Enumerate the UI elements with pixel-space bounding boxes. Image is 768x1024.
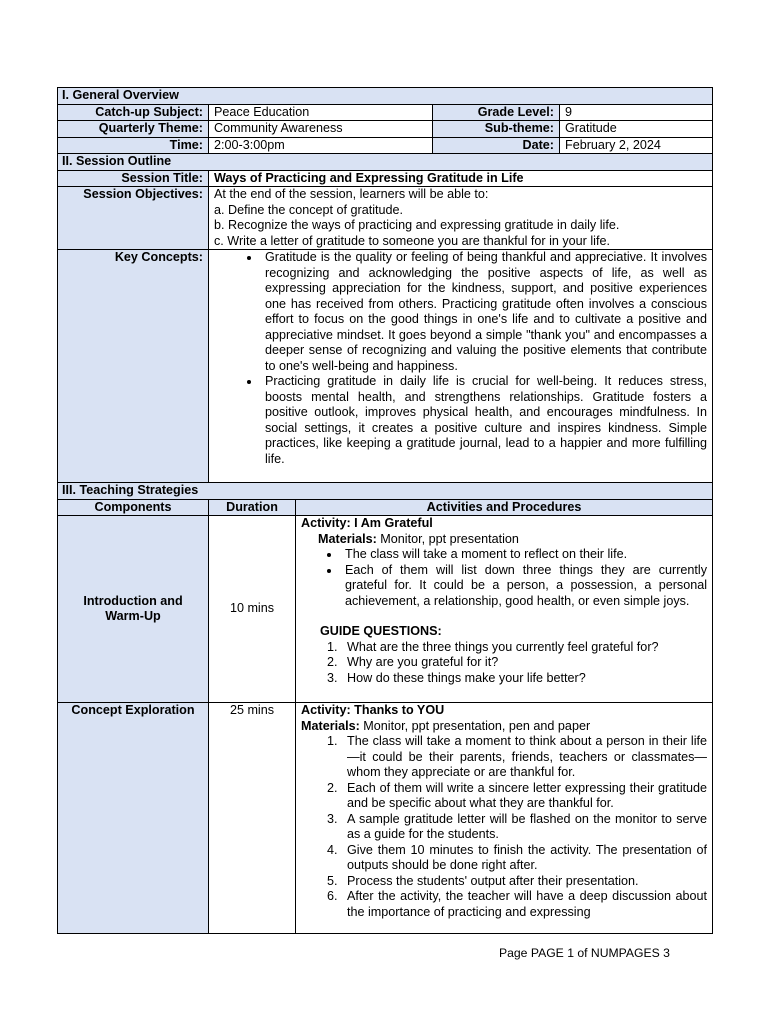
session-objectives-label: Session Objectives: [58,187,209,250]
time-value: 2:00-3:00pm [209,137,433,154]
subject-label: Catch-up Subject: [58,104,209,121]
time-row [58,137,713,154]
intro-activities [296,516,713,703]
guide-question-1: 1. What are the three things you currently feel grateful for? [341,640,707,656]
concept-step-4: 4. Give them 10 minutes to finish the activity. The presentation of outputs should be done right after. [341,843,707,874]
concept-step-3: 3. A sample gratitude letter will be flashed on the monitor to serve as a guide for the students. [341,812,707,843]
concept-materials [301,719,707,735]
key-concepts [209,250,713,483]
lesson-plan-page [57,87,712,934]
session-title-value: Ways of Practicing and Expressing Gratitude in Life [209,170,713,187]
intro-bullet-1: • The class will take a moment to reflect on their life. [341,547,707,563]
concept-activities [296,703,713,934]
objective-c: c. Write a letter of gratitude to someone you are thankful for in your life. [214,233,610,248]
key-concept-practicing-gratitude: • Practicing gratitude in daily life is crucial for well-being. It reduces stress, boosts mental health, and strengthens relationships. Gratitude fosters a positive outlook, improves physical health, and encourages mindfulness. In social settings, it creates a positive culture and inspires kindness. Simple practices, like keeping a gratitude journal, lead to a happier and more fulfilling life. [261,374,707,467]
key-concepts-label: Key Concepts: [58,250,209,483]
key-concepts-list [214,250,707,467]
intro-duration: 10 mins [209,516,296,703]
objective-a: a. Define the concept of gratitude. [214,202,404,217]
theme-label: Quarterly Theme: [58,121,209,138]
concept-step-5: 5. Process the students' output after their presentation. [341,874,707,890]
theme-value: Community Awareness [209,121,433,138]
theme-row [58,121,713,138]
time-label: Time: [58,137,209,154]
grade-value: 9 [560,104,713,121]
subject-value: Peace Education [209,104,433,121]
concept-step-6: 6. After the activity, the teacher will have a deep discussion about the importance of practicing and expressing [341,889,707,920]
duration-header: Duration [209,499,296,516]
guide-questions-heading: GUIDE QUESTIONS: [320,624,442,638]
subject-row [58,104,713,121]
concept-materials-value: Monitor, ppt presentation, pen and paper [359,718,591,733]
intro-materials-label: Materials: [318,531,377,546]
general-overview-heading: I. General Overview [58,88,713,105]
subtheme-value: Gratitude [560,121,713,138]
activities-header: Activities and Procedures [296,499,713,516]
concept-steps-list [301,734,707,920]
concept-step-1: 1. The class will take a moment to think about a person in their life—it could be their parents, friends, teachers or classmates—whom they appreciate or are thankful for. [341,734,707,781]
concept-row [58,703,713,934]
subtheme-label: Sub-theme: [433,121,560,138]
intro-activity-title: Activity: I Am Grateful [301,516,433,530]
concept-step-2: 2. Each of them will write a sincere letter expressing their gratitude and be specific about what they are thankful for. [341,781,707,812]
general-overview-heading-row [58,88,713,105]
grade-label: Grade Level: [433,104,560,121]
session-outline-heading: II. Session Outline [58,154,713,171]
strategies-header-row [58,499,713,516]
date-value: February 2, 2024 [560,137,713,154]
intro-component: Introduction and Warm-Up [58,516,209,703]
session-title-row [58,170,713,187]
concept-materials-label: Materials: [301,718,360,733]
session-outline-heading-row [58,154,713,171]
intro-bullets [301,547,707,609]
intro-row [58,516,713,703]
session-objectives [209,187,713,250]
components-header: Components [58,499,209,516]
intro-materials [301,532,707,548]
guide-question-2: 2. Why are you grateful for it? [341,655,707,671]
concept-duration: 25 mins [209,703,296,934]
session-title-label: Session Title: [58,170,209,187]
session-objectives-row [58,187,713,250]
teaching-strategies-heading-row [58,483,713,500]
key-concept-gratitude-definition: • Gratitude is the quality or feeling of being thankful and appreciative. It involves recognizing and acknowledging the positive aspects of life, as well as expressing appreciation for the kindness, support, and positive experiences one has received from others. Practicing gratitude often involves a conscious effort to focus on the good things in one's life and to cultivate a positive and appreciative mindset. It goes beyond a simple "thank you" and encompasses a deeper sense of recognizing and valuing the positive elements that contribute to one's well-being and happiness. [261,250,707,374]
lesson-plan-table [57,87,713,934]
concept-activity-title: Activity: Thanks to YOU [301,703,445,717]
guide-questions-list [301,640,707,687]
concept-component: Concept Exploration [58,703,209,934]
intro-materials-value: Monitor, ppt presentation [376,531,519,546]
intro-bullet-2: • Each of them will list down three things they are currently grateful for. It could be a person, a possession, a personal achievement, a relationship, good health, or even simple joys. [341,563,707,610]
spacer [301,609,707,624]
key-concepts-row [58,250,713,483]
guide-question-3: 3. How do these things make your life better? [341,671,707,687]
teaching-strategies-heading: III. Teaching Strategies [58,483,713,500]
page-footer: Page PAGE 1 of NUMPAGES 3 [499,946,670,960]
objectives-intro: At the end of the session, learners will be able to: [214,187,489,201]
date-label: Date: [433,137,560,154]
objective-b: b. Recognize the ways of practicing and expressing gratitude in daily life. [214,218,620,232]
